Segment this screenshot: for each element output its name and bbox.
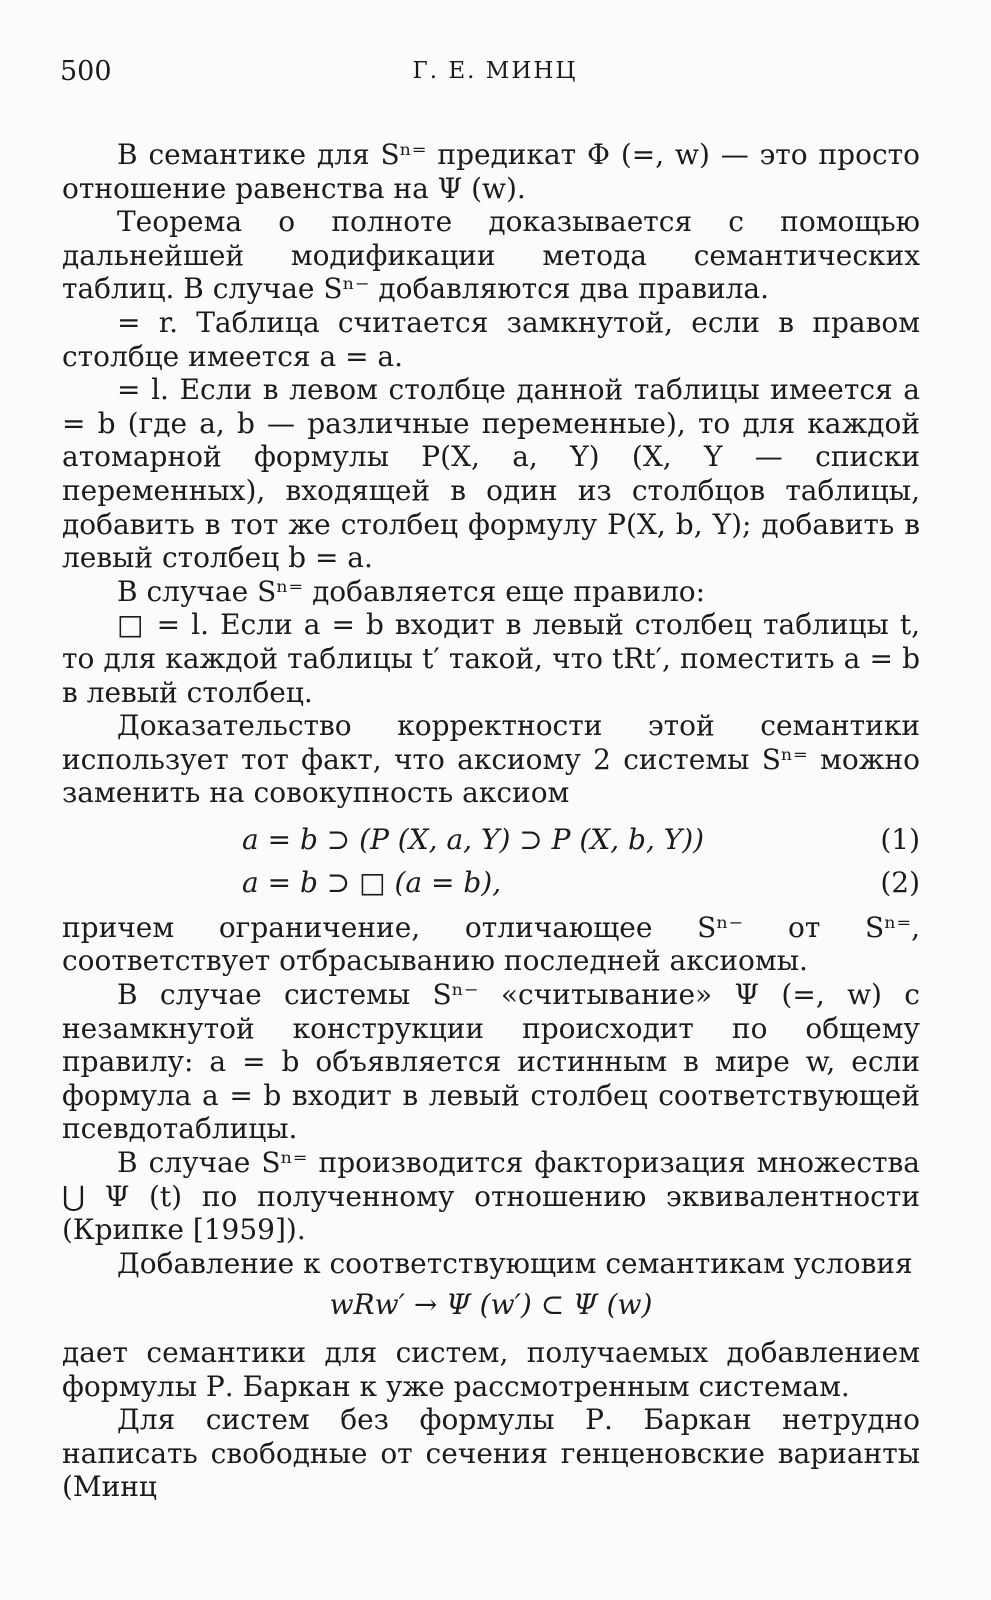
paragraph: В случае системы Sⁿ⁻ «считывание» Ψ (=, w) с незамкнутой конструкции происходит по общему правилу: a = b объявляется истинным в мире w, если формула a = b входит в левый столбец соответствующей псевдотаблицы. [62, 978, 920, 1146]
equation-2 [62, 862, 920, 902]
page-header [60, 50, 930, 100]
rule-box-eq-l: □ = l. Если a = b входит в левый столбец таблицы t, то для каждой таблицы t′ такой, что tRt′, поместить a = b в левый столбец. [62, 608, 920, 709]
paragraph: дает семантики для систем, получаемых добавлением формулы Р. Баркан к уже рассмотренным системам. [62, 1336, 920, 1403]
paragraph: В семантике для Sⁿ⁼ предикат Φ (=, w) — это просто отношение равенства на Ψ (w). [62, 138, 920, 205]
equation-formula: a = b ⊃ (P (X, a, Y) ⊃ P (X, b, Y)) [242, 822, 705, 856]
rule-eq-l: = l. Если в левом столбце данной таблицы имеется a = b (где a, b — различные переменные), то для каждой атомарной формулы P(X, a, Y) (X, Y — списки переменных), входящей в один из столбцов таблицы, добавить в тот же столбец формулу P(X, b, Y); добавить в левый столбец b = a. [62, 373, 920, 575]
paragraph: Доказательство корректности этой семантики использует тот факт, что аксиому 2 системы Sⁿ⁼ можно заменить на совокупность аксиом [62, 709, 920, 810]
page-number: 500 [60, 56, 112, 87]
paragraph: Добавление к соответствующим семантикам условия [117, 1246, 913, 1280]
equation-1 [62, 819, 920, 859]
running-head: Г. Е. МИНЦ [412, 58, 578, 84]
equation-number: (2) [880, 865, 920, 899]
main-text [62, 138, 920, 1504]
paragraph: Для систем без формулы Р. Баркан нетрудно написать свободные от сечения генценовские варианты (Минц [62, 1403, 920, 1504]
paragraph: причем ограничение, отличающее Sⁿ⁻ от Sⁿ⁼, соответствует отбрасыванию последней аксиомы. [62, 910, 920, 978]
paragraph: В случае Sⁿ⁼ добавляется еще правило: [117, 574, 706, 608]
rule-eq-r: = r. Таблица считается замкнутой, если в правом столбце имеется a = a. [62, 305, 920, 373]
equation-formula: a = b ⊃ □ (a = b), [242, 865, 502, 899]
display-formula: wRw′ → Ψ (w′) ⊂ Ψ (w) [329, 1288, 653, 1322]
paragraph: Теорема о полноте доказывается с помощью дальнейшей модификации метода семантических таблиц. В случае Sⁿ⁻ добавляются два правила. [62, 205, 920, 306]
equation-number: (1) [880, 822, 920, 856]
paragraph: В случае Sⁿ⁼ производится факторизация множества ⋃ Ψ (t) по полученному отношению эквивалентности (Крипке [1959]). [62, 1146, 920, 1247]
